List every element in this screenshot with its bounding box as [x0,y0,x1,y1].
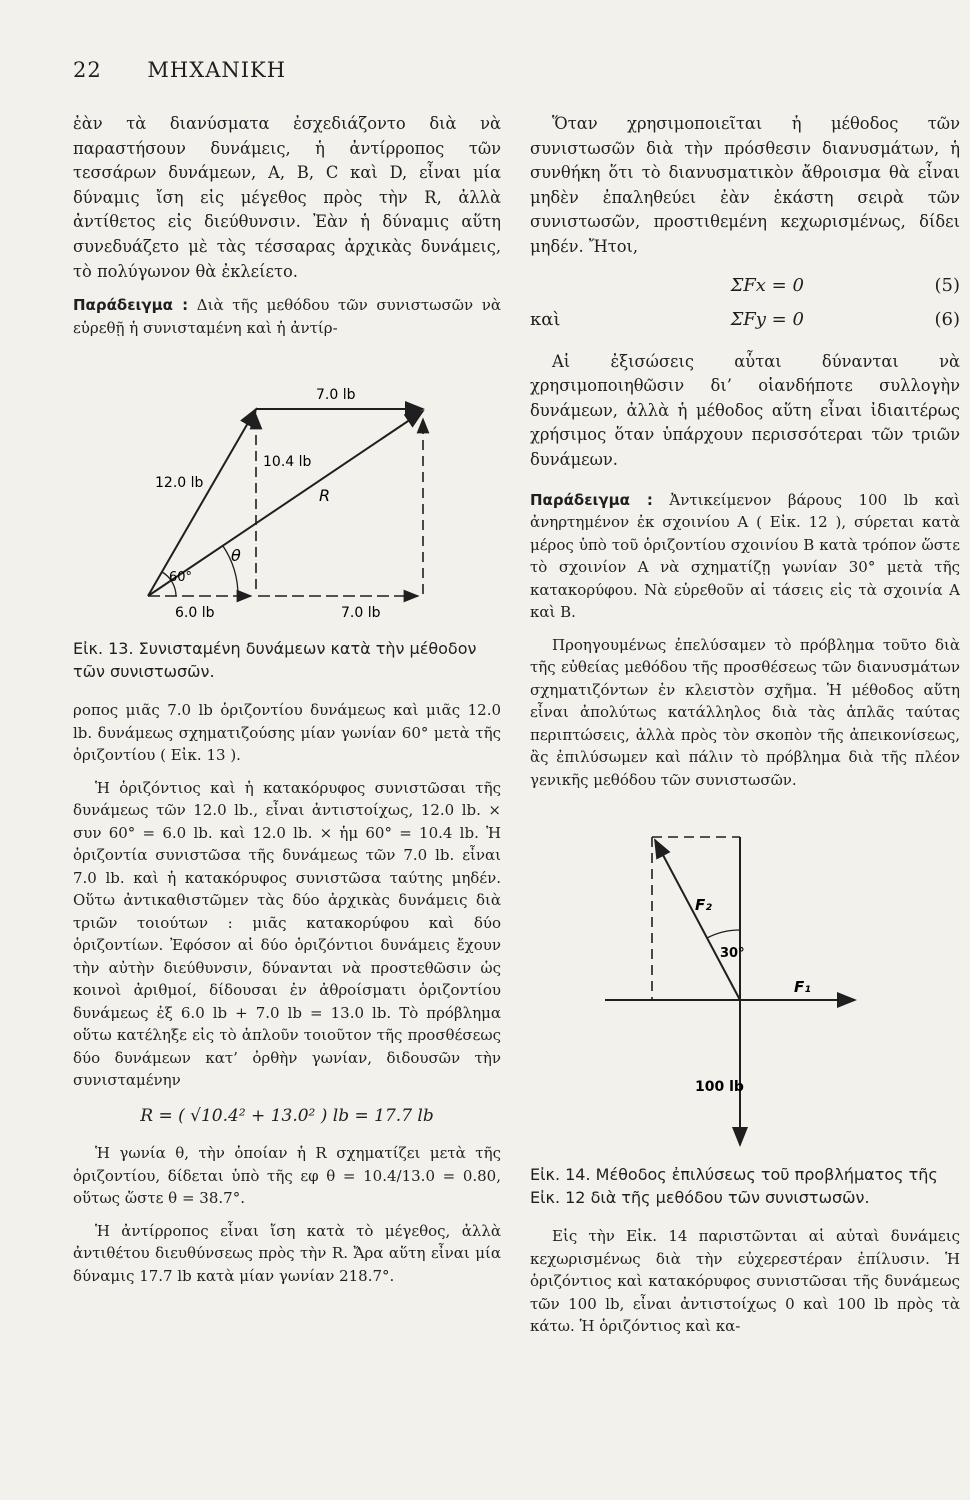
left-paragraph-1: ἐὰν τὰ διανύσματα ἐσχεδιάζοντο διὰ νὰ παραστήσουν δυνάμεις, ἡ ἀντίρροπος τῶν τεσσάρων δυνάμεων, A, B, C καὶ D, εἶναι μία δύναμις ἴση εἰς μέγεθος πρὸς τὴν R, ἀλλὰ ἀντίθετος εἰς διεύθυνσιν. Ἐὰν ἡ δύναμις αὕτη συνεδυάζετο μὲ τὰς τέσσαρας ἀρχικὰς δυνάμεις, τὸ πολύγωνον θὰ ἐκλείετο. [73,114,501,281]
page-number: 22 [73,58,102,82]
figure-13 [93,349,493,629]
resultant-formula: R = ( √10.4² + 13.0² ) lb = 17.7 lb [140,1105,434,1126]
equation-5 [530,270,960,304]
right-paragraph-3: Προηγουμένως ἐπελύσαμεν τὸ πρόβλημα τοῦτο διὰ τῆς εὐθείας μεθόδου τῆς προσθέσεως τῶν διανυσμάτων σχηματιζόντων ἐν κλειστὸν σχῆμα. Ἡ μέθοδος αὕτη εἶναι ἀπολύτως κατάλληλος διὰ τὰς ἁπλᾶς ταύτας περιπτώσεις, ἀλλὰ πρὸς τὸν σκοπὸν τῆς ἀπεικονίσεως, ἂς ἐπιλύσωμεν καὶ πάλιν τὸ πρόβλημα διὰ τῆς πλέον γενικῆς μεθόδου τῶν συνιστωσῶν. [530,635,960,789]
equation-6-number: (6) [934,309,960,331]
label-60deg: 60° [169,570,193,586]
left-column [73,112,501,1297]
equation-5-expr: ΣFx = 0 [730,275,804,297]
left-paragraph-5: Ἡ ἀντίρροπος εἶναι ἴση κατὰ τὸ μέγεθος, ἀλλὰ ἀντιθέτου διευθύνσεως πρὸς τὴν R. Ἄρα αὕτη εἶναι μία δύναμις 17.7 lb κατὰ μίαν γωνίαν 218.7°. [73,1221,501,1285]
left-paragraph-2: ροπος μιᾶς 7.0 lb ὁριζοντίου δυνάμεως καὶ μιᾶς 12.0 lb. δυνάμεως σχηματιζούσης μίαν γωνίαν 60° μετὰ τῆς ὁριζοντίου ( Εἰκ. 13 ). [73,701,501,765]
label-100lb: 100 lb [695,1079,744,1096]
equation-6-expr: ΣFy = 0 [730,309,804,331]
left-paragraph-3: Ἡ ὁριζόντιος καὶ ἡ κατακόρυφος συνιστῶσαι τῆς δυνάμεως τῶν 12.0 lb., εἶναι ἀντιστοίχως, 12.0 lb. × συν 60° = 6.0 lb. καὶ 12.0 lb. × ἡμ 60° = 10.4 lb. Ἡ ὁριζοντία συνιστῶσα τῆς δυνάμεως τῶν 7.0 lb. εἶναι 7.0 lb. καὶ ἡ κατακόρυφος συνιστῶσα ταύτης μηδέν. Οὕτω ἀντικαθιστῶμεν τὰς δύο ἀρχικὰς δυνάμεις διὰ τριῶν τοιούτων : μιᾶς κατακορύφου καὶ δύο ὁριζοντίων. Ἐφόσον αἱ δύο ὁριζόντιοι δυνάμεις ἔχουν τὴν αὐτὴν διεύθυνσιν, δύνανται νὰ προστεθῶσιν ὡς κοινοὶ ἀριθμοί, δίδουσαι ἐν ἀθροίσματι ὁριζοντίου δυνάμεως ἐξ 6.0 lb + 7.0 lb = 13.0 lb. Τὸ πρόβλημα οὕτω κατέληξε εἰς τὸ ἁπλοῦν τοιοῦτον τῆς προσθέσεως δύο δυνάμεων κατ’ ὀρθὴν γωνίαν, διδουσῶν τὴν συνισταμένην [73,778,501,1090]
left-paragraph-4: Ἡ γωνία θ, τὴν ὁποίαν ἡ R σχηματίζει μετὰ τῆς ὁριζοντίου, δίδεται ὑπὸ τῆς εφ θ = 10.4/13.0 = 0.80, οὕτως ὥστε θ = 38.7°. [73,1144,501,1208]
example-heading: Παράδειγμα : [73,296,189,315]
right-paragraph-4: Εἰς τὴν Εἰκ. 14 παριστῶνται αἱ αὐταὶ δυνάμεις κεχωρισμένως διὰ τὴν εὐχερεστέραν ἐπίλυσιν. Ἡ ὁριζόντιος καὶ κατακόρυφος συνιστῶσαι τῆς δυνάμεως τῶν 100 lb, εἶναι ἀντιστοίχως 0 καὶ 100 lb πρὸς τὰ κάτω. Ἡ ὁριζόντιος καὶ κα- [530,1227,960,1336]
equation-6-lead: καὶ [530,309,561,331]
equation-6 [530,304,960,338]
equation-5-number: (5) [934,275,960,297]
left-example [73,294,501,339]
right-paragraph-2: Αἱ ἐξισώσεις αὗται δύνανται νὰ χρησιμοποιηθῶσιν δι’ οἱανδήποτε συλλογὴν δυνάμεων, ἀλλὰ ἡ μέθοδος αὕτη εἶναι ἰδιαιτέρως χρήσιμος ὅταν ὑπάρχουν περισσότεραι τῶν τριῶν δυνάμεων. [530,351,960,469]
example-heading-right: Παράδειγμα : [530,490,653,509]
label-12lb: 12.0 lb [155,475,204,492]
example-text-right: Ἀντικείμενον βάρους 100 lb καὶ ἀνηρτημένον ἐκ σχοινίου A ( Εἰκ. 12 ), σύρεται κατὰ μέρος ὑπὸ τοῦ ὁριζοντίου σχοινίου B κατὰ τρόπον ὥστε τὸ σχοινίον A νὰ σχηματίζῃ γωνίαν 30° μετὰ τῆς κατακορύφου. Νὰ εὑρεθοῦν αἱ τάσεις εἰς τὰ σχοινία A καὶ B. [530,490,960,622]
vector-F2 [655,840,740,1000]
vector-resultant [148,411,423,596]
label-theta: θ [231,546,241,566]
vector-12lb [148,409,256,596]
label-F2: F₂ [695,896,712,915]
label-6lb: 6.0 lb [175,605,215,622]
figure-14-caption: Εἰκ. 14. Μέθοδος ἐπιλύσεως τοῦ προβλήματος τῆς Εἰκ. 12 διὰ τῆς μεθόδου τῶν συνιστωσῶν. [530,1165,938,1208]
label-R: R [319,486,331,506]
label-10-4lb: 10.4 lb [263,454,312,471]
figure-14 [530,815,950,1155]
angle-arc-30 [707,930,740,938]
running-title: ΜΗΧΑΝΙΚΗ [147,58,287,82]
label-7lb-top: 7.0 lb [316,387,356,404]
label-F1: F₁ [794,978,811,997]
right-column [530,112,960,1348]
figure-13-caption: Εἰκ. 13. Συνισταμένη δυνάμεων κατὰ τὴν μέθοδον τῶν συνιστωσῶν. [73,639,477,682]
label-7lb-bottom: 7.0 lb [341,605,381,622]
right-example [530,489,960,624]
example-text: Διὰ τῆς μεθόδου τῶν συνιστωσῶν νὰ εὑρεθῇ ἡ συνισταμένη καὶ ἡ ἀντίρ- [73,296,502,337]
page-header [73,58,286,82]
label-30deg: 30° [720,946,745,962]
right-paragraph-1: Ὅταν χρησιμοποιεῖται ἡ μέθοδος τῶν συνιστωσῶν διὰ τὴν πρόσθεσιν διανυσμάτων, ἡ συνθήκη ὅτι τὸ διανυσματικὸν ἄθροισμα θὰ εἶναι μηδὲν ἐπαληθεύει ἐὰν ἑκάστη σειρὰ τῶν συνιστωσῶν, προστιθεμένη κεχωρισμένως, δίδει μηδέν. Ἤτοι, [530,114,960,256]
